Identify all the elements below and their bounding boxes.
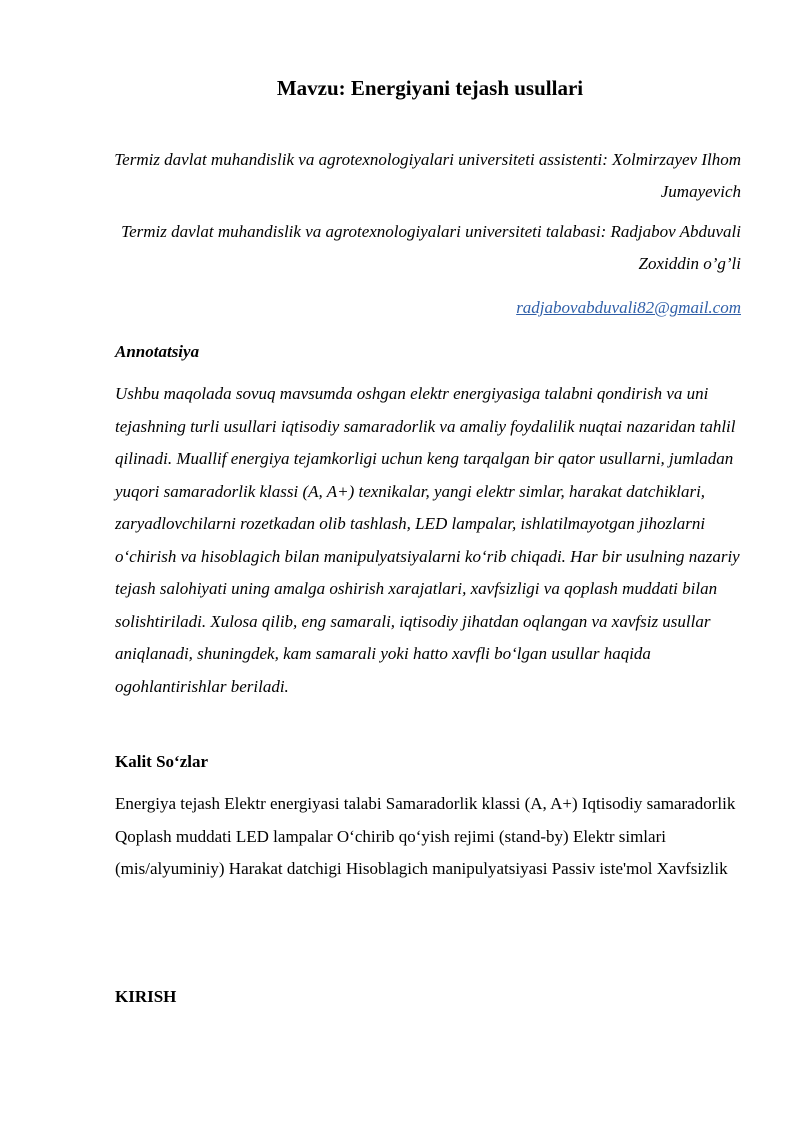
keywords-heading: Kalit So‘zlar xyxy=(115,752,209,771)
annotation-heading: Annotatsiya xyxy=(115,342,200,361)
author-affiliation-student: Termiz davlat muhandislik va agrotexnologiyalari universiteti talabasi: Radjabov Abduvali Zoxiddin o’g’li xyxy=(121,222,741,273)
introduction-heading: KIRISH xyxy=(115,987,177,1006)
keywords-text: Energiya tejash Elektr energiyasi talabi Samaradorlik klassi (A, A+) Iqtisodiy samaradorlik Qoplash muddati LED lampalar O‘chirib qo‘yish rejimi (stand-by) Elektr simlari (mis/alyuminiy) Harakat datchigi Hisoblagich manipulyatsiyasi Passiv iste'mol Xavfsizlik xyxy=(115,794,736,878)
annotation-text: Ushbu maqolada sovuq mavsumda oshgan elektr energiyasiga talabni qondirish va uni tejashning turli usullari iqtisodiy samaradorlik va amaliy foydalilik nuqtai nazaridan tahlil qilinadi. Muallif energiya tejamkorligi uchun keng tarqalgan bir qator usullarni, jumladan yuqori samaradorlik klassi (A, A+) texnikalar, yangi elektr simlar, harakat datchiklari, zaryadlovchilarni rozetkadan olib tashlash, LED lampalar, ishlatilmayotgan jihozlarni o‘chirish va hisoblagich bilan manipulyatsiyalarni ko‘rib chiqadi. Har bir usulning nazariy tejash salohiyati uning amalga oshirish xarajatlari, xavfsizligi va qoplash muddati bilan solishtiriladi. Xulosa qilib, eng samarali, iqtisodiy jihatdan oqlangan va xavfsiz usullar aniqlanadi, shuningdek, kam samarali yoki hatto xavfli bo‘lgan usullar haqida ogohlantirishlar beriladi. xyxy=(115,384,740,696)
author-email-link[interactable]: radjabovabduvali82@gmail.com xyxy=(516,298,741,317)
document-title: Mavzu: Energiyani tejash usullari xyxy=(276,76,584,100)
author-affiliation-assistant: Termiz davlat muhandislik va agrotexnologiyalari universiteti assistenti: Xolmirzayev Ilhom Jumayevich xyxy=(114,150,741,201)
